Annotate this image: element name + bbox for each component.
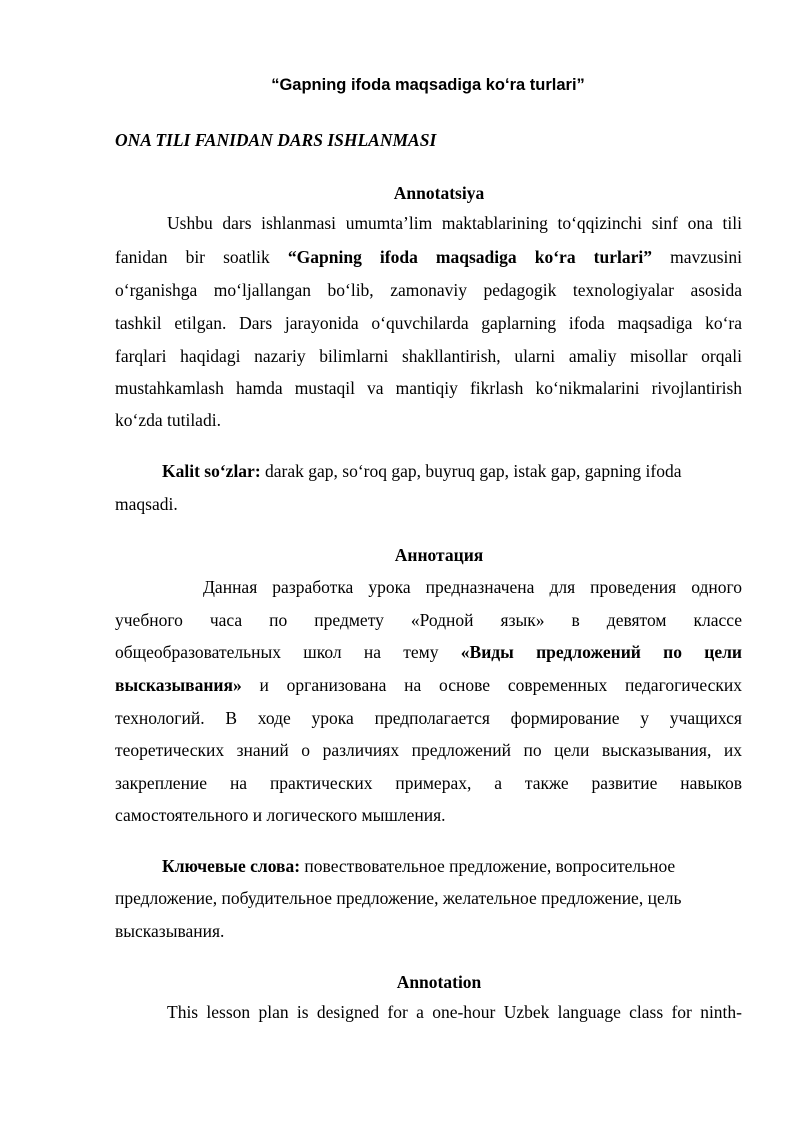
en-annotation-heading: Annotation: [396, 972, 482, 992]
ru-topic-title-part-2: высказывания»: [115, 675, 242, 695]
ru-keywords-line-3: высказывания.: [115, 921, 225, 941]
ru-keywords-label: Ключевые слова:: [162, 856, 301, 876]
ru-annotation-heading: Аннотация: [394, 545, 484, 565]
ru-annotation-line-4: высказывания» и организована на основе современных педагогических: [115, 675, 742, 695]
uz-annotation-line-1: Ushbu dars ishlanmasi umumta’lim maktablarining toʻqqizinchi sinf ona tili: [167, 213, 742, 233]
uz-annotation-line-3: oʻrganishga moʻljallangan boʻlib, zamonaviy pedagogik texnologiyalar asosida: [115, 280, 742, 300]
ru-topic-title-part-1: «Виды предложений по цели: [460, 642, 743, 662]
ru-annotation-line-1: Данная разработка урока предназначена для проведения одного: [203, 577, 742, 597]
uz-annotation-line-6: mustahkamlash hamda mustaqil va mantiqiy fikrlash koʻnikmalarini rivojlantirish: [115, 378, 742, 398]
uz-annotation-line-4: tashkil etilgan. Dars jarayonida oʻquvchilarda gaplarning ifoda maqsadiga koʻra: [115, 313, 742, 333]
ru-annotation-line-6: теоретических знаний о различиях предложений по цели высказывания, их: [115, 740, 742, 760]
uz-keywords-label: Kalit soʻzlar:: [162, 461, 261, 481]
document-title: “Gapning ifoda maqsadiga koʻra turlari”: [271, 76, 585, 94]
ru-annotation-line-2: учебного часа по предмету «Родной язык» в девятом классе: [115, 610, 742, 630]
document-subtitle: ONA TILI FANIDAN DARS ISHLANMASI: [115, 130, 437, 150]
ru-annotation-line-5: технологий. В ходе урока предполагается формирование у учащихся: [115, 708, 742, 728]
uz-keywords-line-1: Kalit soʻzlar: darak gap, soʻroq gap, buyruq gap, istak gap, gapning ifoda: [162, 461, 682, 481]
en-annotation-line-1: This lesson plan is designed for a one-hour Uzbek language class for ninth-: [167, 1002, 742, 1022]
uz-annotation-line-2: fanidan bir soatlik “Gapning ifoda maqsadiga koʻra turlari” mavzusini: [115, 247, 743, 267]
ru-annotation-line-7: закрепление на практических примерах, а также развитие навыков: [115, 773, 742, 793]
uz-annotation-heading: Annotatsiya: [393, 183, 485, 203]
ru-keywords-line-1: Ключевые слова: повествовательное предложение, вопросительное: [162, 856, 676, 876]
uz-keywords-line-2: maqsadi.: [115, 494, 178, 514]
ru-annotation-line-3: общеобразовательных школ на тему «Виды предложений по цели: [115, 642, 743, 662]
ru-keywords-line-2: предложение, побудительное предложение, желательное предложение, цель: [115, 888, 682, 908]
uz-annotation-line-5: farqlari haqidagi nazariy bilimlarni shakllantirish, ularni amaliy misollar orqali: [115, 346, 742, 366]
ru-annotation-line-8: самостоятельного и логического мышления.: [115, 805, 446, 825]
uz-topic-title: “Gapning ifoda maqsadiga koʻra turlari”: [287, 247, 652, 267]
uz-annotation-line-7: koʻzda tutiladi.: [115, 410, 221, 430]
